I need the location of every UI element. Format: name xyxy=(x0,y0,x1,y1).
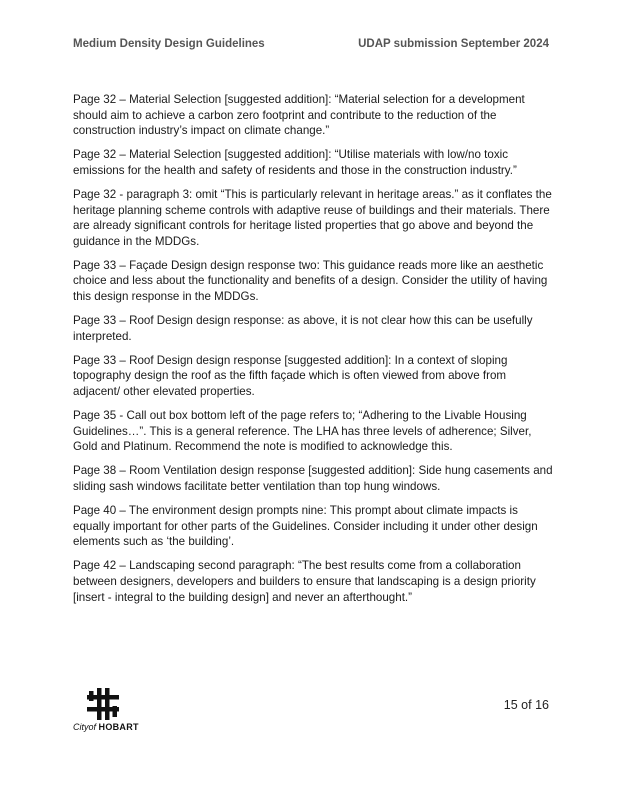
header-submission-date: UDAP submission September 2024 xyxy=(358,38,549,50)
page-number xyxy=(504,698,549,712)
logo-city-text: City xyxy=(73,722,89,732)
page-header xyxy=(73,38,549,50)
logo-wordmark xyxy=(73,722,143,732)
paragraph: Page 38 – Room Ventilation design response [suggested addition]: Side hung casements and sliding sash windows facilitate better ventilation than top hung windows. xyxy=(73,464,553,493)
paragraph: Page 42 – Landscaping second paragraph: “The best results come from a collaboration between designers, developers and builders to ensure that landscaping is a design priority [insert - integral to the building design] and never an afterthought.” xyxy=(73,559,536,604)
paragraph: Page 35 - Call out box bottom left of the page refers to; “Adhering to the Livable Housing Guidelines…”. This is a general reference. The LHA has three levels of adherence; Silver, Gold and Platinum. Recommend the note is modified to acknowledge this. xyxy=(73,409,532,454)
paragraph: Page 32 – Material Selection [suggested addition]: “Material selection for a development should aim to achieve a carbon zero footprint and contribute to the reduction of the construction industry’s impact on climate change.” xyxy=(73,93,525,138)
page-total: 16 xyxy=(535,698,549,712)
paragraph: Page 33 – Roof Design design response: as above, it is not clear how this can be usefully interpreted. xyxy=(73,314,533,343)
paragraph: Page 32 – Material Selection [suggested addition]: “Utilise materials with low/no toxic emissions for the health and safety of residents and those in the construction industry.” xyxy=(73,148,517,177)
paragraph: Page 40 – The environment design prompts nine: This prompt about climate impacts is equally important for other parts of the Guidelines. Consider including it under other design elements such as ‘the building’. xyxy=(73,504,538,549)
document-body xyxy=(73,92,553,614)
page-current: 15 xyxy=(503,698,518,712)
paragraph: Page 32 - paragraph 3: omit “This is particularly relevant in heritage areas.” as it conflates the heritage planning scheme controls with adaptive reuse of buildings and their materials. There are already significant controls for heritage listed properties that go above and beyond the guidance in the MDDGs. xyxy=(73,187,552,248)
page-of-label: of xyxy=(521,698,532,712)
city-of-hobart-logo xyxy=(73,688,143,732)
paragraph: Page 33 – Façade Design design response two: This guidance reads more like an aesthetic choice and less about the functionality and benefits of a design. Consider the utility of having this design response in the MDDGs. xyxy=(73,258,548,304)
paragraph: Page 33 – Roof Design design response [suggested addition]: In a context of sloping topography design the roof as the fifth façade which is often viewed from above from adjacent/ other elevated properties. xyxy=(73,353,508,398)
logo-of-text: of xyxy=(88,722,97,732)
logo-hobart-text: HOBART xyxy=(98,722,139,732)
city-of-hobart-logo-icon xyxy=(85,688,121,720)
header-document-title: Medium Density Design Guidelines xyxy=(73,38,265,50)
